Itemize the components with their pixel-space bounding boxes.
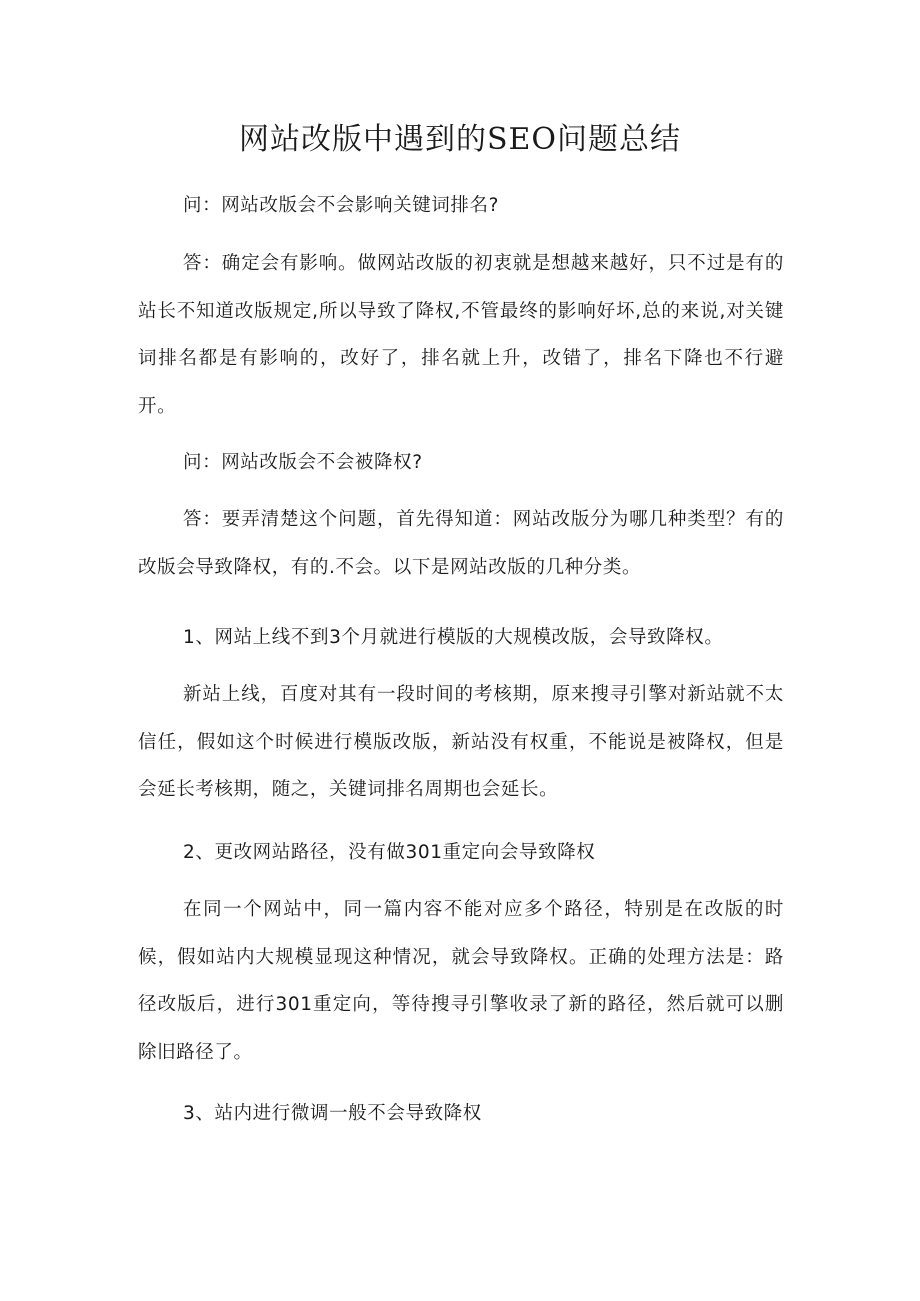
item-3-heading: 3、站内进行微调一般不会导致降权 bbox=[183, 1103, 482, 1124]
question-1-paragraph: 问：网站改版会不会影响关键词排名? bbox=[183, 195, 500, 216]
item-1-body: 新站上线，百度对其有一段时间的考核期，原来搜寻引擎对新站就不太信任，假如这个时候进行模版改版，新站没有权重，不能说是被降权，但是会延长考核期，随之，关键词排名周期也会延长。 bbox=[138, 684, 784, 800]
item-1-heading: 1、网站上线不到3个月就进行模版的大规模改版，会导致降权。 bbox=[183, 627, 724, 648]
question-2-paragraph: 问：网站改版会不会被降权? bbox=[183, 452, 423, 473]
answer-1-paragraph: 答：确定会有影响。做网站改版的初衷就是想越来越好，只不过是有的站长不知道改版规定,所以导致了降权,不管最终的影响好坏,总的来说,对关键词排名都是有影响的，改好了，排名就上升，改错了，排名下降也不行避开。 bbox=[138, 253, 785, 417]
item-2-heading: 2、更改网站路径，没有做301重定向会导致降权 bbox=[183, 842, 596, 863]
answer-2-paragraph: 答：要弄清楚这个问题，首先得知道：网站改版分为哪几种类型？有的改版会导致降权，有的.不会。以下是网站改版的几种分类。 bbox=[138, 509, 784, 578]
item-2-body: 在同一个网站中，同一篇内容不能对应多个路径，特别是在改版的时候，假如站内大规模显现这种情况，就会导致降权。正确的处理方法是：路径改版后，进行301重定向，等待搜寻引擎收录了新的路径，然后就可以删除旧路径了。 bbox=[138, 899, 784, 1063]
document-title: 网站改版中遇到的SEO问题总结 bbox=[238, 122, 682, 157]
